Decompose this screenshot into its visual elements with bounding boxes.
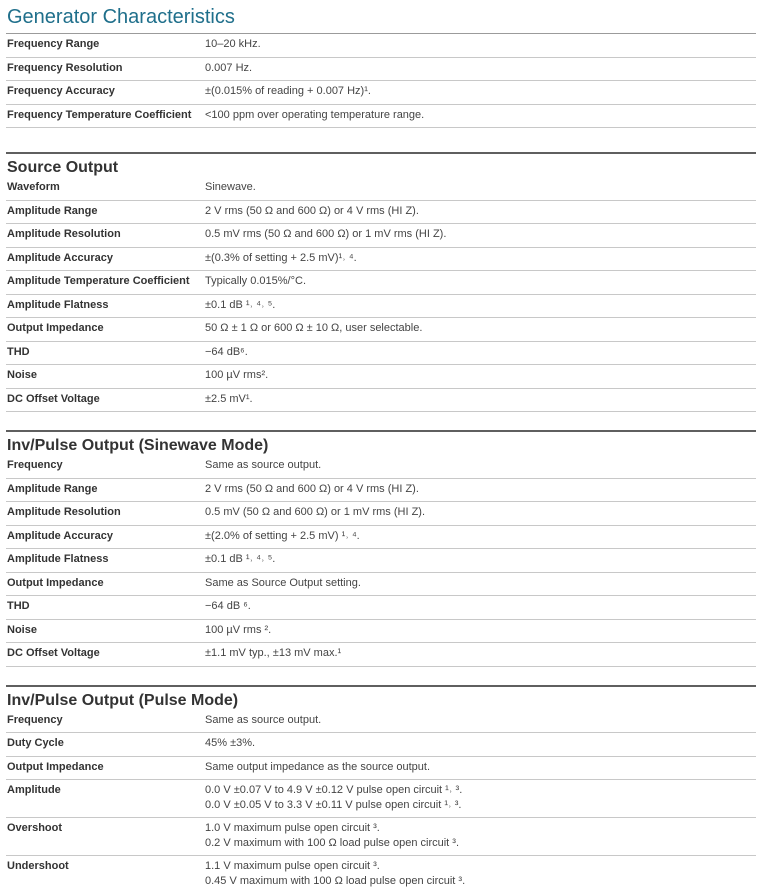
spec-row <box>6 573 756 597</box>
spec-row <box>6 455 756 479</box>
spec-row <box>6 295 756 319</box>
spec-row <box>6 248 756 272</box>
section-title: Inv/Pulse Output (Sinewave Mode) <box>6 430 756 455</box>
spec-value-line: 50 Ω ± 1 Ω or 600 Ω ± 10 Ω, user selectable. <box>205 322 423 334</box>
spec-row <box>6 479 756 503</box>
spec-label: Frequency Accuracy <box>7 85 115 97</box>
spec-row <box>6 201 756 225</box>
spec-row <box>6 757 756 781</box>
spec-label: Frequency Temperature Coefficient <box>7 108 192 121</box>
spec-value-line: 100 µV rms ². <box>205 623 272 636</box>
spec-value-line: −64 dB ⁶. <box>205 600 251 612</box>
spec-value-line: 0.007 Hz. <box>205 61 253 74</box>
spec-value-line: ±(0.015% of reading + 0.007 Hz)¹. <box>205 85 371 97</box>
spec-value-line: 45% ±3%. <box>205 737 256 749</box>
spec-label: Amplitude Range <box>7 482 98 495</box>
spec-value <box>205 623 756 638</box>
spec-label: Frequency <box>7 459 63 471</box>
section-gap <box>0 412 758 430</box>
spec-value-line: Same output impedance as the source output. <box>205 760 431 773</box>
spec-value <box>205 505 756 520</box>
spec-value <box>205 783 756 812</box>
spec-label: Amplitude Accuracy <box>7 529 113 542</box>
section-title: Source Output <box>6 152 756 177</box>
spec-value-line: 0.0 V ±0.05 V to 3.3 V ±0.11 V pulse open circuit ¹˒ ³. <box>205 798 462 811</box>
spec-row <box>6 710 756 734</box>
spec-label: Amplitude Accuracy <box>7 251 113 264</box>
spec-value-line: ±1.1 mV typ., ±13 mV max.¹ <box>205 647 342 659</box>
spec-value-line: 0.0 V ±0.07 V to 4.9 V ±0.12 V pulse open circuit ¹˒ ³. <box>205 784 463 796</box>
spec-value-line: −64 dB⁶. <box>205 345 248 358</box>
spec-value <box>205 736 756 751</box>
section-gap <box>0 667 758 685</box>
spec-value <box>205 821 756 850</box>
spec-row <box>6 34 756 58</box>
spec-value-line: 0.5 mV (50 Ω and 600 Ω) or 1 mV rms (HI Z). <box>205 506 426 518</box>
spec-row <box>6 224 756 248</box>
spec-label: Amplitude Resolution <box>7 228 121 240</box>
section-title: Inv/Pulse Output (Pulse Mode) <box>6 685 756 710</box>
spec-label: Output Impedance <box>7 322 104 334</box>
spec-label: Undershoot <box>7 860 69 872</box>
spec-value <box>205 482 756 497</box>
spec-value <box>205 345 756 360</box>
sinewave-mode-section <box>6 430 756 667</box>
spec-value <box>205 84 756 99</box>
spec-label: Waveform <box>7 181 60 193</box>
spec-value-line: ±2.5 mV¹. <box>205 392 253 405</box>
spec-row <box>6 318 756 342</box>
spec-value <box>205 859 756 888</box>
spec-value <box>205 321 756 336</box>
spec-label: Frequency Resolution <box>7 61 123 74</box>
spec-value <box>205 760 756 775</box>
spec-label: Amplitude Flatness <box>7 298 109 311</box>
spec-label: Output Impedance <box>7 576 104 589</box>
spec-value-line: Same as source output. <box>205 713 322 726</box>
spec-row <box>6 780 756 818</box>
spec-value-line: Typically 0.015%/°C. <box>205 275 306 287</box>
spec-value <box>205 274 756 289</box>
spec-value <box>205 552 756 567</box>
spec-row <box>6 58 756 82</box>
section-gap <box>0 128 758 152</box>
spec-value-line: Same as Source Output setting. <box>205 576 361 589</box>
spec-value-line: ±0.1 dB ¹˒ ⁴˒ ⁵. <box>205 553 276 565</box>
spec-label: Frequency <box>7 713 63 726</box>
spec-row <box>6 342 756 366</box>
spec-value <box>205 298 756 313</box>
spec-row <box>6 105 756 129</box>
spec-row <box>6 549 756 573</box>
spec-label: Noise <box>7 369 37 381</box>
spec-value <box>205 368 756 383</box>
spec-value-line: Same as source output. <box>205 459 322 471</box>
spec-label: Amplitude <box>7 784 61 796</box>
general-specs-table <box>6 33 756 128</box>
spec-row <box>6 818 756 856</box>
spec-label: Output Impedance <box>7 760 104 773</box>
spec-value <box>205 180 756 195</box>
spec-row <box>6 856 756 894</box>
spec-value <box>205 61 756 76</box>
spec-label: DC Offset Voltage <box>7 647 100 659</box>
spec-value-line: 0.5 mV rms (50 Ω and 600 Ω) or 1 mV rms (HI Z). <box>205 228 447 240</box>
spec-value <box>205 458 756 473</box>
spec-value-line: 100 µV rms². <box>205 369 269 381</box>
spec-value <box>205 576 756 591</box>
spec-value-line: 10–20 kHz. <box>205 38 261 50</box>
spec-value-line: Sinewave. <box>205 181 256 193</box>
spec-label: Overshoot <box>7 822 63 834</box>
spec-label: THD <box>7 600 30 612</box>
spec-value <box>205 599 756 614</box>
spec-value-line: 0.45 V maximum with 100 Ω load pulse open circuit ³. <box>205 874 466 887</box>
spec-value <box>205 646 756 661</box>
spec-label: Amplitude Range <box>7 204 98 217</box>
pulse-mode-section <box>6 685 756 895</box>
spec-value <box>205 108 756 123</box>
spec-row <box>6 526 756 550</box>
spec-value-line: 1.1 V maximum pulse open circuit ³. <box>205 860 380 872</box>
spec-value <box>205 392 756 407</box>
spec-row <box>6 389 756 413</box>
spec-value-line: ±(2.0% of setting + 2.5 mV) ¹˒ ⁴. <box>205 529 360 542</box>
spec-label: Amplitude Resolution <box>7 506 121 518</box>
spec-label: Noise <box>7 623 37 636</box>
spec-row <box>6 177 756 201</box>
spec-row <box>6 620 756 644</box>
spec-value-line: 1.0 V maximum pulse open circuit ³. <box>205 822 380 834</box>
spec-row <box>6 733 756 757</box>
spec-label: Amplitude Temperature Coefficient <box>7 275 190 287</box>
spec-label: THD <box>7 345 30 358</box>
spec-value-line: ±(0.3% of setting + 2.5 mV)¹˒ ⁴. <box>205 251 357 264</box>
spec-value <box>205 204 756 219</box>
spec-value <box>205 37 756 52</box>
source-output-section <box>6 152 756 412</box>
spec-row <box>6 365 756 389</box>
spec-label: Duty Cycle <box>7 737 64 749</box>
spec-value-line: 2 V rms (50 Ω and 600 Ω) or 4 V rms (HI Z). <box>205 482 419 495</box>
spec-row <box>6 502 756 526</box>
spec-row <box>6 81 756 105</box>
spec-label: DC Offset Voltage <box>7 392 100 405</box>
page-title: Generator Characteristics <box>7 6 235 28</box>
spec-label: Amplitude Flatness <box>7 553 109 565</box>
spec-value-line: 0.2 V maximum with 100 Ω load pulse open circuit ³. <box>205 836 460 849</box>
spec-value-line: ±0.1 dB ¹˒ ⁴˒ ⁵. <box>205 298 276 311</box>
spec-value-line: <100 ppm over operating temperature range. <box>205 108 425 121</box>
spec-row <box>6 271 756 295</box>
spec-label: Frequency Range <box>7 38 100 50</box>
spec-row <box>6 643 756 667</box>
spec-value <box>205 251 756 266</box>
spec-value-line: 2 V rms (50 Ω and 600 Ω) or 4 V rms (HI Z). <box>205 204 419 217</box>
spec-value <box>205 713 756 728</box>
spec-value <box>205 529 756 544</box>
spec-row <box>6 596 756 620</box>
spec-value <box>205 227 756 242</box>
